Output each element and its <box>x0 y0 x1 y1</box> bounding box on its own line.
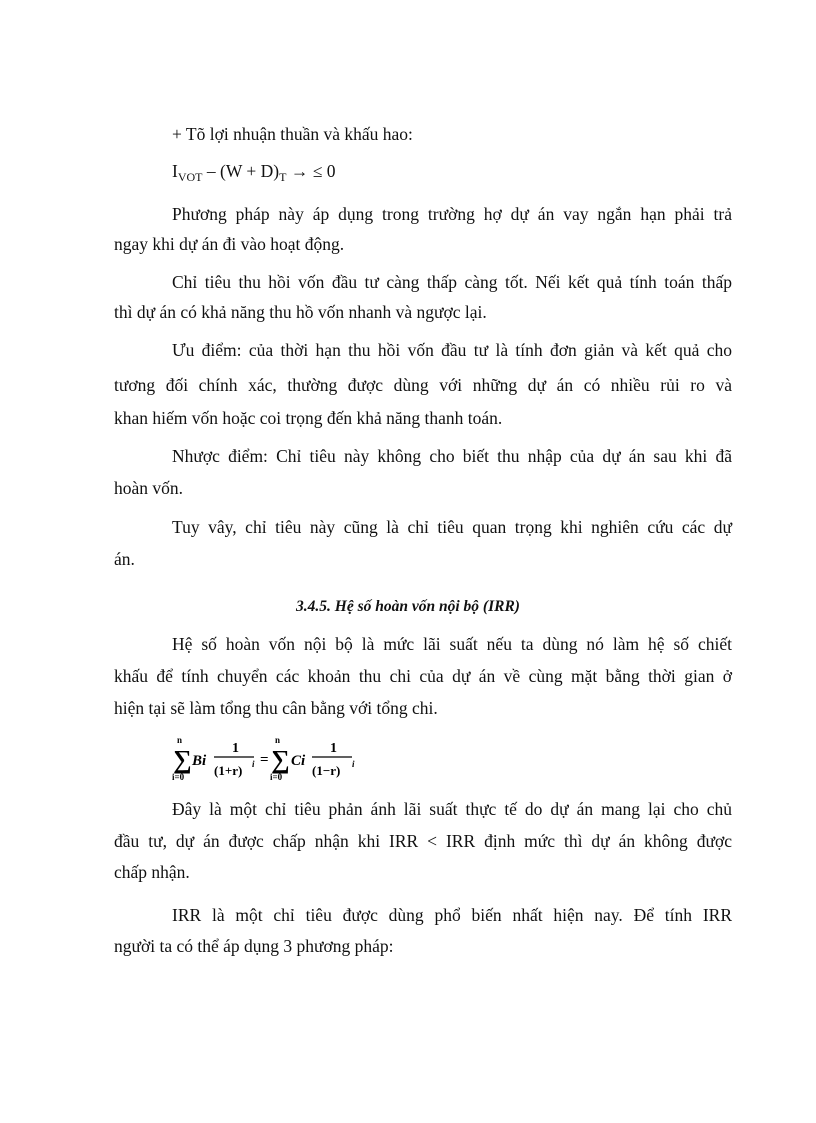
svg-text:i: i <box>352 759 355 769</box>
svg-text:1: 1 <box>232 741 239 756</box>
paragraph-line: người ta có thể áp dụng 3 phương pháp: <box>114 936 394 956</box>
paragraph-line: Hệ số hoàn vốn nội bộ là mức lãi suất nếu ta dùng nó làm hệ số chiết <box>172 634 732 654</box>
svg-text:1: 1 <box>330 741 337 756</box>
svg-text:(1+r): (1+r) <box>214 763 243 778</box>
svg-text:n: n <box>275 735 281 745</box>
inequality-formula: $I_{VOT} - (W + D)_T$ → ≤ 0 <box>172 161 336 184</box>
paragraph-line: hoàn vốn. <box>114 478 184 498</box>
paragraph-line: Nhược điểm: Chỉ tiêu này không cho biết thu nhập của dự án sau khi đã <box>172 446 732 466</box>
paragraph-line: khấu để tính chuyển các khoản thu chi của dự án về cùng mặt bằng thời gian ở <box>114 666 732 686</box>
paragraph-line: án. <box>114 549 135 569</box>
paragraph-line: Phương pháp này áp dụng trong trường hợ dự án vay ngắn hạn phải trả <box>172 204 732 224</box>
irr-formula <box>172 732 372 784</box>
paragraph-line: khan hiếm vốn hoặc coi trọng đến khả năng thanh toán. <box>114 408 503 428</box>
svg-text:∑: ∑ <box>271 745 290 774</box>
paragraph-line: hiện tại sẽ làm tổng thu cân bằng với tổng chi. <box>114 698 438 718</box>
svg-text:Bi: Bi <box>192 753 207 769</box>
paragraph-line: tương đối chính xác, thường được dùng với những dự án có nhiều rủi ro và <box>114 375 732 395</box>
svg-text:n: n <box>177 735 183 745</box>
svg-text:(1−r): (1−r) <box>312 763 341 778</box>
svg-text:i=0: i=0 <box>270 772 283 782</box>
svg-text:i=0: i=0 <box>172 772 185 782</box>
paragraph-line: ngay khi dự án đi vào hoạt động. <box>114 234 345 254</box>
paragraph-line: đầu tư, dự án được chấp nhận khi IRR < IRR định mức thì dự án không được <box>114 831 732 851</box>
bullet-line: + Tõ lợi nhuận thuần và khấu hao: <box>172 124 413 144</box>
paragraph-line: thì dự án có khả năng thu hồ vốn nhanh và ngược lại. <box>114 302 487 322</box>
paragraph-line: IRR là một chỉ tiêu được dùng phổ biến nhất hiện nay. Để tính IRR <box>172 905 732 925</box>
svg-text:∑: ∑ <box>173 745 192 774</box>
paragraph-line: chấp nhận. <box>114 862 190 882</box>
paragraph-line: Chỉ tiêu thu hồi vốn đầu tư càng thấp càng tốt. Nếi kết quả tính toán thấp <box>172 272 732 292</box>
svg-text:i: i <box>252 759 255 769</box>
paragraph-line: Tuy vây, chỉ tiêu này cũng là chỉ tiêu quan trọng khi nghiên cứu các dự <box>172 517 732 537</box>
paragraph-line: Ưu điểm: của thời hạn thu hồi vốn đầu tư là tính đơn giản và kết quả cho <box>172 340 732 360</box>
svg-text:=: = <box>260 752 269 768</box>
section-heading: 3.4.5. Hệ số hoàn vốn nội bộ (IRR) <box>296 598 520 615</box>
svg-text:Ci: Ci <box>291 753 306 769</box>
paragraph-line: Đây là một chỉ tiêu phản ánh lãi suất thực tế do dự án mang lại cho chủ <box>172 799 732 819</box>
